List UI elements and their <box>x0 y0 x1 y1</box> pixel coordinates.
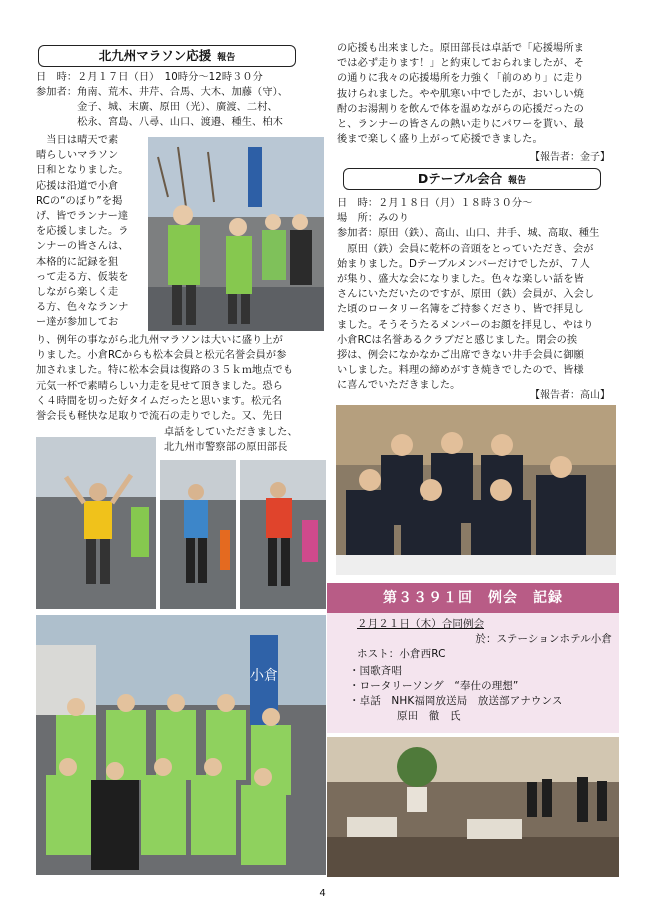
marathon-continued-text <box>337 41 627 147</box>
text-line: ました。そうそうたるメンバーのお顔を拝見し、やはり <box>337 319 594 331</box>
text-line: ンナーの皆さんは、 <box>36 241 129 253</box>
speaker-name: 原田 徹 氏 <box>397 710 461 722</box>
text-line: 後まで楽しく盛り上がって応援できました。 <box>337 134 543 146</box>
text-line: 参加者：原田（鉄）、高山、山口、井手、城、高取、種生 <box>337 228 600 240</box>
marathon-full-text <box>36 333 326 424</box>
meeting-record-panel <box>327 583 619 733</box>
text-line: く４時間を切った好タイムだったと思います。松元名 <box>36 395 282 407</box>
runner-photo-3 <box>240 460 326 609</box>
dtable-place: 場 所：みのり <box>337 213 410 225</box>
agenda-item: ・卓話 NHK福岡放送局 放送部アナウンス <box>349 695 563 707</box>
marathon-attendees <box>36 85 321 131</box>
text-line: 抜けられました。やや肌寒い中でしたが、おいしい焼 <box>337 88 584 100</box>
agenda-item: ・国歌斉唱 <box>349 665 402 677</box>
marathon-section-title <box>38 45 296 67</box>
runner-photo-2 <box>160 460 236 609</box>
text-line: る方、色々なランナ <box>36 302 129 314</box>
page-number: 4 <box>319 888 326 899</box>
runner-photo-1 <box>36 437 156 609</box>
text-line: 晴らしいマラソン <box>36 150 119 162</box>
dtable-date: 日 時：２月１８日（月）１８時３０分〜 <box>337 198 533 209</box>
text-line: 拶は、例会になかなかご出席できない井手会員に御願 <box>337 350 584 362</box>
text-line: りました。小倉RCからも松本会員と松元名誉会員が参 <box>36 350 287 362</box>
text-line: 卓話をしていただきました、 <box>164 427 298 438</box>
runner-photo-3-image <box>240 460 326 609</box>
text-line: 応援は沿道で小倉 <box>36 180 119 192</box>
agenda-item: ・ロータリーソング “奉仕の理想” <box>349 680 519 692</box>
dtable-section-title <box>343 168 601 190</box>
cheering-photo <box>148 137 324 331</box>
text-line: の通りに我々の応援場所を力強く「前のめり」に走り <box>337 73 584 85</box>
text-line: ー達が参加してお <box>36 317 119 329</box>
runner-photo-2-image <box>160 460 236 609</box>
text-line: さんにいただいたのですが、原田（鉄）会員が、入会し <box>337 289 595 301</box>
text-line: 原田（鉄）会員に乾杯の音頭をとっていただき、会が <box>337 243 594 255</box>
text-line: 誉会長も軽快な足取りで流石の走りでした。又、先日 <box>36 411 283 423</box>
marathon-narrow-text <box>36 133 148 331</box>
text-line: の応援も出来ました。原田部長は卓話で「応援場所ま <box>337 43 584 54</box>
marathon-date: 日 時：２月１７日（日） 10時分〜12時３０分 <box>36 72 263 83</box>
dinner-photo <box>336 405 616 575</box>
text-line: と、ランナーの皆さんの熱い走りにパワーを貰い、最 <box>337 119 584 131</box>
text-line: が集り、盛大な会になりました。色々な楽しい話を皆 <box>337 274 584 286</box>
dinner-photo-image <box>336 405 616 575</box>
text-line: た頃のロータリー名簿をご持参くださり、皆で拝見し <box>337 304 584 316</box>
text-line: り、例年の事ながら北九州マラソンは大いに盛り上が <box>36 335 283 346</box>
meeting-host: ホスト：小倉西RC <box>357 648 446 660</box>
reporter-takayama: 【報告者：高山】 <box>530 390 610 401</box>
dtable-title-tag: 報告 <box>508 176 527 186</box>
attendee-line: 松永、宮島、八尋、山口、渡邉、種生、柏木 <box>36 117 283 129</box>
text-line: に喜んでいただきました。 <box>337 380 461 392</box>
dtable-info <box>337 196 627 394</box>
marathon-title-text: 北九州マラソン応援 <box>98 48 212 63</box>
text-line: RCの“のぼり”を掲 <box>36 195 123 207</box>
text-line: では必ず走ります！」と約束しておられましたが、そ <box>337 58 584 70</box>
text-line: を応援しました。ラ <box>36 226 129 238</box>
dtable-title-text: Dテーブル会合 <box>417 171 503 186</box>
group-photo-image <box>36 615 326 875</box>
marathon-right-text <box>164 425 324 455</box>
hotel-lobby-photo <box>327 737 619 877</box>
runner-photo-1-image <box>36 437 156 609</box>
text-line: 北九州市警察部の原田部長 <box>164 442 288 454</box>
text-line: 日和となりました。 <box>36 165 129 177</box>
meeting-record-title: 第３３９１回 例会 記録 <box>327 583 619 613</box>
text-line: 当日は晴天で素 <box>36 135 119 146</box>
reporter-kaneko: 【報告者：金子】 <box>530 152 610 163</box>
marathon-title-tag: 報告 <box>217 53 236 63</box>
text-line: しながら楽しく走 <box>36 287 119 299</box>
text-line: 本格的に記録を狙 <box>36 256 119 268</box>
attendee-line: 参加者：角南、荒木、井芹、合馬、大木、加藤（守）、 <box>36 87 289 98</box>
hotel-lobby-photo-image <box>327 737 619 877</box>
club-banner-text: 小倉 <box>250 668 278 684</box>
text-line: 小倉RCは名誉あるクラブだと感じました。閉会の挨 <box>337 334 578 346</box>
meeting-date: ２月２１日（木）合同例会 <box>357 618 485 630</box>
text-line: 加されました。特に松本会員は復路の３５ｋｍ地点でも <box>36 365 294 377</box>
meeting-venue: 於：ステーションホテル小倉 <box>475 633 612 645</box>
text-line: って走る方、仮装を <box>36 271 129 283</box>
group-photo <box>36 615 326 875</box>
text-line: げ、皆でランナー達 <box>36 211 129 223</box>
text-line: 始まりました。Dテーブルメンバーだけでしたが、７人 <box>337 258 590 270</box>
attendee-line: 金子、城、末廣、原田（光）、廣渡、二村、 <box>36 102 278 114</box>
text-line: いしました。料理の締めがすき焼きでしたので、皆様 <box>337 365 584 377</box>
text-line: 元気一杯で素晴らしい力走を見せて頂きました。恐ら <box>36 380 283 392</box>
text-line: 酎のお湯割りを飲んで体を温めながらの応援だったの <box>337 103 584 115</box>
cheering-photo-image <box>148 137 324 331</box>
